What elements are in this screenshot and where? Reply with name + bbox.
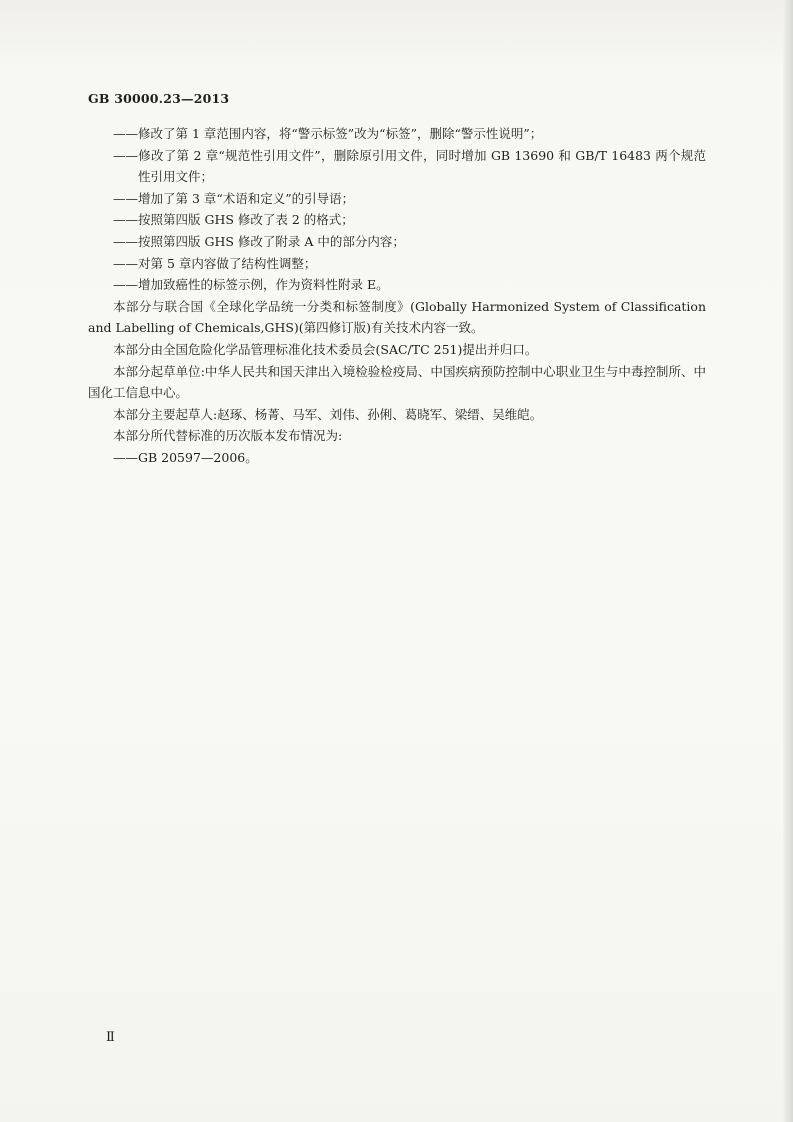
change-item-5: ——按照第四版 GHS 修改了附录 A 中的部分内容； [113, 233, 405, 249]
change-item-2: ——修改了第 2 章“规范性引用文件”，删除原引用文件，同时增加 GB 13690 和 GB/T 16483 两个规范性引用文件； [113, 147, 706, 185]
change-item-1: ——修改了第 1 章范围内容，将“警示标签”改为“标签”，删除“警示性说明”； [113, 126, 543, 141]
change-item-7: ——增加致癌性的标签示例，作为资料性附录 E。 [113, 277, 389, 293]
change-item-6: ——对第 5 章内容做了结构性调整； [113, 255, 317, 271]
drafters-paragraph: 本部分主要起草人:赵琢、杨菁、马军、刘伟、孙俐、葛晓军、梁缙、吴维皑。 [113, 406, 543, 422]
change-item-3: ——增加了第 3 章“术语和定义”的引导语； [113, 190, 355, 206]
change-item-4: ——按照第四版 GHS 修改了表 2 的格式； [113, 212, 354, 228]
history-item: ——GB 20597—2006。 [113, 449, 258, 465]
proposer-paragraph: 本部分由全国危险化学品管理标准化技术委员会(SAC/TC 251)提出并归口。 [113, 341, 538, 357]
document-id: GB 30000.23—2013 [88, 91, 230, 106]
consistency-paragraph: 本部分与联合国《全球化学品统一分类和标签制度》(Globally Harmonized System of Classification and Labelling of Chemicals,GHS)(第四修订版)有关技术内容一致。 [88, 298, 706, 336]
foreword-body [88, 123, 706, 469]
page-edge-shadow [783, 0, 793, 1122]
drafting-units-paragraph: 本部分起草单位:中华人民共和国天津出入境检验检疫局、中国疾病预防控制中心职业卫生与中毒控制所、中国化工信息中心。 [88, 363, 706, 401]
history-paragraph: 本部分所代替标准的历次版本发布情况为: [113, 428, 343, 444]
page-number: Ⅱ [106, 1030, 115, 1045]
